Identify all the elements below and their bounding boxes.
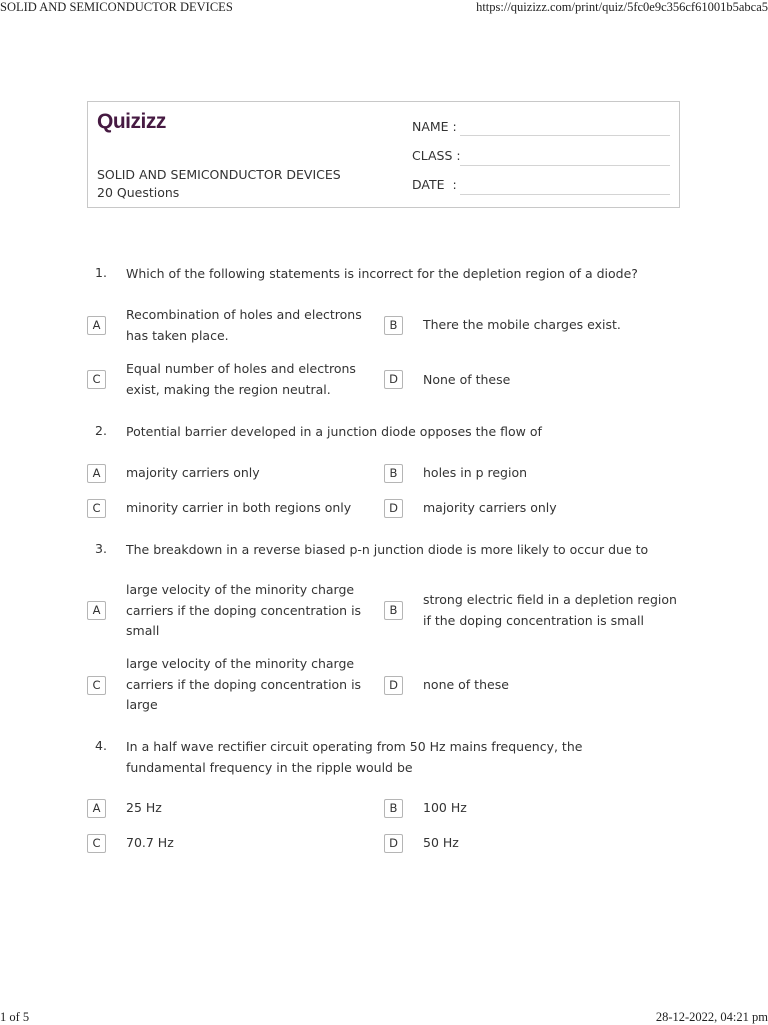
option-d-badge[interactable]: D xyxy=(384,499,403,518)
class-label: CLASS : xyxy=(412,148,461,163)
option-a-text[interactable]: 25 Hz xyxy=(126,800,162,815)
print-footer-timestamp: 28-12-2022, 04:21 pm xyxy=(655,1010,768,1024)
question-text: Potential barrier developed in a junction diode opposes the flow of xyxy=(126,424,542,439)
question-text: Which of the following statements is incorrect for the depletion region of a diode? xyxy=(126,266,638,281)
print-header-url[interactable]: https://quizizz.com/print/quiz/5fc0e9c356cf61001b5abca5 xyxy=(476,0,768,14)
option-c-text[interactable]: large velocity of the minority charge carriers if the doping concentration is large xyxy=(126,656,362,712)
option-c-badge[interactable]: C xyxy=(87,499,106,518)
option-d-text[interactable]: none of these xyxy=(423,677,509,692)
quizizz-logo: Quizizz xyxy=(97,110,166,133)
option-a-badge[interactable]: A xyxy=(87,601,106,620)
option-a-badge[interactable]: A xyxy=(87,316,106,335)
option-b-badge[interactable]: B xyxy=(384,601,403,620)
option-b-badge[interactable]: B xyxy=(384,799,403,818)
option-b-text[interactable]: There the mobile charges exist. xyxy=(423,317,621,332)
question-text: The breakdown in a reverse biased p-n junction diode is more likely to occur due to xyxy=(126,542,649,557)
option-c-badge[interactable]: C xyxy=(87,676,106,695)
option-b-text[interactable]: 100 Hz xyxy=(423,800,467,815)
option-c-text[interactable]: Equal number of holes and electrons exist, making the region neutral. xyxy=(126,361,356,397)
option-a-badge[interactable]: A xyxy=(87,799,106,818)
question-text: In a half wave rectifier circuit operating from 50 Hz mains frequency, the fundamental frequency in the ripple would be xyxy=(126,739,583,775)
option-c-text[interactable]: minority carrier in both regions only xyxy=(126,500,352,515)
quiz-title: SOLID AND SEMICONDUCTOR DEVICES xyxy=(97,167,341,182)
option-b-badge[interactable]: B xyxy=(384,316,403,335)
option-a-text[interactable]: Recombination of holes and electrons has taken place. xyxy=(126,307,362,343)
date-label: DATE : xyxy=(412,177,457,192)
option-c-badge[interactable]: C xyxy=(87,370,106,389)
question-count: 20 Questions xyxy=(97,185,180,200)
option-b-badge[interactable]: B xyxy=(384,464,403,483)
print-footer-page: 1 of 5 xyxy=(0,1010,30,1024)
question-number: 3. xyxy=(95,541,107,556)
question-number: 4. xyxy=(95,738,107,753)
option-c-badge[interactable]: C xyxy=(87,834,106,853)
option-d-text[interactable]: None of these xyxy=(423,372,511,387)
option-d-text[interactable]: 50 Hz xyxy=(423,835,459,850)
option-d-badge[interactable]: D xyxy=(384,370,403,389)
option-a-badge[interactable]: A xyxy=(87,464,106,483)
class-field[interactable] xyxy=(460,165,670,166)
option-a-text[interactable]: large velocity of the minority charge carriers if the doping concentration is small xyxy=(126,582,362,638)
option-c-text[interactable]: 70.7 Hz xyxy=(126,835,174,850)
option-b-text[interactable]: holes in p region xyxy=(423,465,528,480)
option-d-badge[interactable]: D xyxy=(384,676,403,695)
name-field[interactable] xyxy=(460,135,670,136)
quiz-header-box xyxy=(87,101,680,208)
question-number: 1. xyxy=(95,265,107,280)
question-number: 2. xyxy=(95,423,107,438)
date-field[interactable] xyxy=(460,194,670,195)
option-d-text[interactable]: majority carriers only xyxy=(423,500,557,515)
option-a-text[interactable]: majority carriers only xyxy=(126,465,260,480)
print-header-title: SOLID AND SEMICONDUCTOR DEVICES xyxy=(0,0,233,14)
option-d-badge[interactable]: D xyxy=(384,834,403,853)
name-label: NAME : xyxy=(412,119,457,134)
option-b-text[interactable]: strong electric field in a depletion region if the doping concentration is small xyxy=(423,592,677,628)
